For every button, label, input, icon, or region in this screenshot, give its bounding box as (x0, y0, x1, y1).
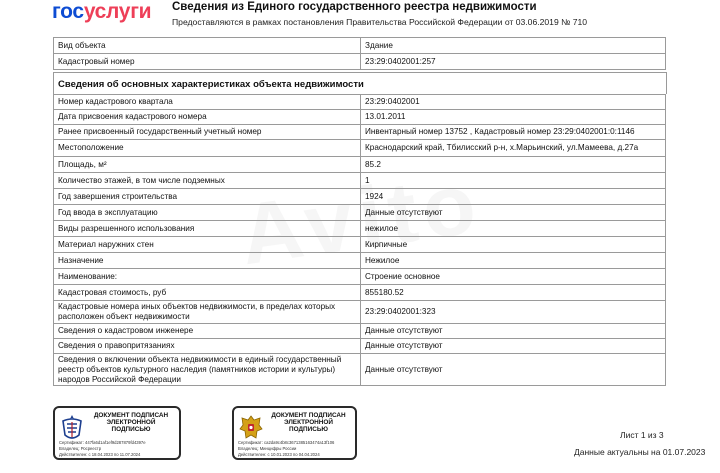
data-actual-date: Данные актуальны на 01.07.2023 (574, 447, 706, 457)
table-row (54, 125, 666, 140)
e-signature-stamp (232, 406, 357, 460)
table-row (54, 38, 666, 54)
row-value: 855180.52 (361, 285, 666, 301)
stamp-valid: Действителен: с 18.04.2023 по 11.07.2024 (59, 452, 141, 457)
table-row (54, 173, 666, 189)
row-value: Краснодарский край, Тбилисский р-н, х.Марьинский, ул.Мамеева, д.27а (361, 140, 666, 157)
row-label: Год завершения строительства (54, 189, 361, 205)
row-label: Кадастровые номера иных объектов недвижимости, в пределах которых расположен объект недвижимости (54, 301, 361, 324)
table-row (54, 221, 666, 237)
table-row (54, 140, 666, 157)
coat-of-arms-icon (238, 413, 264, 443)
row-label: Площадь, м² (54, 157, 361, 173)
stamp-valid: Действителен: с 10.01.2023 по 04.04.2024 (238, 452, 320, 457)
table-row (54, 110, 666, 125)
row-label: Сведения о кадастровом инженере (54, 324, 361, 339)
stamp-certificate: Сертификат: ca2da9c4b8c3671385163474a13f106 (238, 440, 335, 445)
row-value: 1 (361, 173, 666, 189)
table-row (54, 301, 666, 324)
row-label: Ранее присвоенный государственный учетный номер (54, 125, 361, 140)
row-value: 13.01.2011 (361, 110, 666, 125)
row-value: Кирпичные (361, 237, 666, 253)
row-label: Материал наружних стен (54, 237, 361, 253)
e-signature-stamp (53, 406, 181, 460)
row-label: Кадастровый номер (54, 54, 361, 70)
page-counter: Лист 1 из 3 (620, 430, 664, 440)
row-value: 23:29:0402001 (361, 95, 666, 110)
table-row (54, 339, 666, 354)
row-value: Данные отсутствуют (361, 354, 666, 386)
row-label: Наименование: (54, 269, 361, 285)
stamp-title: ДОКУМЕНТ ПОДПИСАН ЭЛЕКТРОННОЙ ПОДПИСЬЮ (271, 412, 346, 434)
table-row (54, 54, 666, 70)
logo-part-uslugi: услуги (83, 0, 152, 23)
logo-part-gos: гос (52, 0, 84, 23)
row-label: Виды разрешенного использования (54, 221, 361, 237)
row-label: Назначение (54, 253, 361, 269)
section-title: Сведения об основных характеристиках объекта недвижимости (53, 72, 667, 94)
row-value: 23:29:0402001:257 (361, 54, 666, 70)
row-value: Инвентарный номер 13752 , Кадастровый номер 23:29:0402001:0:1146 (361, 125, 666, 140)
stamp-title: ДОКУМЕНТ ПОДПИСАН ЭЛЕКТРОННОЙ ПОДПИСЬЮ (93, 412, 169, 434)
document-subtitle: Предоставляются в рамках постановления Правительства Российской Федерации от 03.06.2019 № 710 (172, 17, 588, 27)
row-label: Вид объекта (54, 38, 361, 54)
row-value: нежилое (361, 221, 666, 237)
table-row (54, 354, 666, 386)
table-row (54, 285, 666, 301)
table-row (54, 269, 666, 285)
row-label: Сведения о включении объекта недвижимости в единый государственный реестр объектов культурного наследия (памятников истории и культуры) народов Российской Федерации (54, 354, 361, 386)
row-value: Данные отсутствуют (361, 339, 666, 354)
row-label: Дата присвоения кадастрового номера (54, 110, 361, 125)
stamp-certificate: Сертификат: 447fa6d1af1ef9d287879fd4397e (59, 440, 146, 445)
table-row (54, 189, 666, 205)
rosreestr-emblem-icon (59, 413, 85, 443)
row-value: Данные отсутствуют (361, 205, 666, 221)
row-value: Строение основное (361, 269, 666, 285)
row-label: Кадастровая стоимость, руб (54, 285, 361, 301)
table-row (54, 95, 666, 110)
table-row (54, 324, 666, 339)
object-info-table (53, 37, 666, 70)
gosuslugi-logo[interactable] (52, 0, 151, 24)
stamp-owner: Владелец: Росреестр (59, 446, 102, 451)
table-row (54, 157, 666, 173)
row-value: Здание (361, 38, 666, 54)
row-label: Год ввода в эксплуатацию (54, 205, 361, 221)
document-title: Сведения из Единого государственного реестра недвижимости (172, 1, 537, 13)
stamp-owner: Владелец: Минцифры России (238, 446, 297, 451)
row-value: 23:29:0402001:323 (361, 301, 666, 324)
row-label: Сведения о правопритязаниях (54, 339, 361, 354)
row-value: Данные отсутствуют (361, 324, 666, 339)
table-row (54, 237, 666, 253)
row-label: Местоположение (54, 140, 361, 157)
row-value: 85.2 (361, 157, 666, 173)
row-label: Количество этажей, в том числе подземных (54, 173, 361, 189)
table-row (54, 205, 666, 221)
table-row (54, 253, 666, 269)
characteristics-table (53, 94, 666, 386)
row-label: Номер кадастрового квартала (54, 95, 361, 110)
row-value: Нежилое (361, 253, 666, 269)
row-value: 1924 (361, 189, 666, 205)
